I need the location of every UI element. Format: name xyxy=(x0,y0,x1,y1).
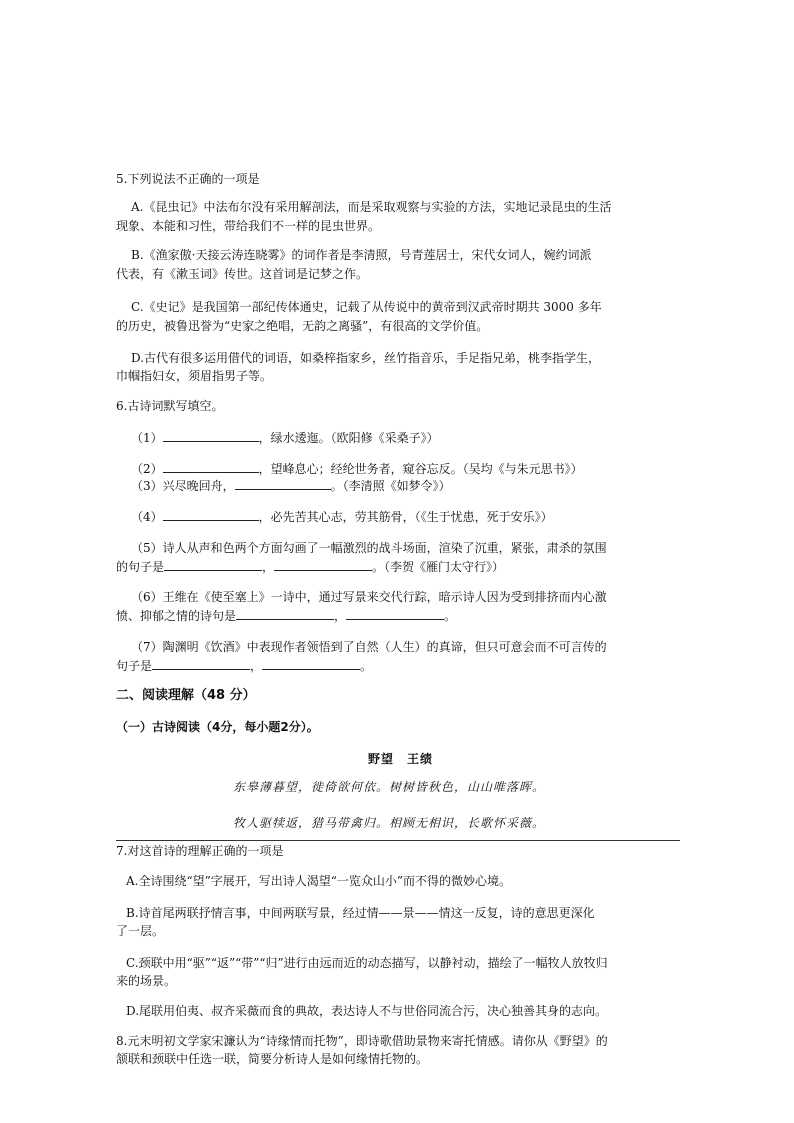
q6-item-3-blank[interactable] xyxy=(235,477,331,490)
section-2-subtitle: （一）古诗阅读（4分，每小题2分）。 xyxy=(116,720,319,734)
q7-option-b-line1: B.诗首尾两联抒情言事，中间两联写景，经过情——景——情这一反复，诗的意思更深化 xyxy=(126,906,595,920)
q5-stem: 5.下列说法不正确的一项是 xyxy=(116,172,260,186)
q5-option-d-line2: 巾帼指妇女，须眉指男子等。 xyxy=(116,369,273,383)
q6-stem: 6.古诗词默写填空。 xyxy=(116,399,224,413)
q6-item-7-sep: ， xyxy=(250,659,263,673)
q7-option-b-line2: 了一层。 xyxy=(116,924,165,938)
q5-option-b-line1: B.《渔家傲·天接云涛连晓雾》的词作者是李清照，号青莲居士，宋代女词人，婉约词派 xyxy=(131,248,592,262)
q6-item-1 xyxy=(131,429,439,446)
poem-divider xyxy=(116,840,680,841)
q6-item-6-line1: （6）王维在《使至塞上》一诗中，通过写景来交代行踪，暗示诗人因为受到排挤而内心激 xyxy=(131,590,607,604)
q6-item-7-blank-2[interactable] xyxy=(262,657,360,670)
q5-option-b-line2: 代表，有《漱玉词》传世。这首词是记梦之作。 xyxy=(116,267,369,281)
q6-item-7-tail: 。 xyxy=(360,659,373,673)
q6-item-6-blank-1[interactable] xyxy=(236,607,334,620)
poem-title: 野望 王绩 xyxy=(368,752,434,766)
q6-item-7-line1: （7）陶渊明《饮酒》中表现作者领悟到了自然（人生）的真谛，但只可意会而不可言传的 xyxy=(131,640,607,654)
q6-item-6-tail: 。 xyxy=(444,609,457,623)
q7-option-c-line2: 来的场景。 xyxy=(116,974,177,988)
q6-item-5-line1: （5）诗人从声和色两个方面勾画了一幅激烈的战斗场面，渲染了沉重，紧张，肃杀的氛围 xyxy=(131,541,607,555)
q6-item-2-tail: ，望峰息心；经纶世务者，窥谷忘反。（吴均《与朱元思书》） xyxy=(258,462,583,476)
q6-item-5-tail: 。（李贺《雁门太守行》） xyxy=(372,560,505,574)
q6-item-3-tail: 。（李清照《如梦令》） xyxy=(330,479,451,493)
q6-item-2 xyxy=(131,460,583,477)
q6-item-5-blank-1[interactable] xyxy=(164,558,262,571)
q6-item-7-blank-1[interactable] xyxy=(152,657,250,670)
q6-item-2-blank[interactable] xyxy=(163,460,259,473)
q6-item-5-blank-2[interactable] xyxy=(274,558,372,571)
q6-item-6-head: 愤、抑郁之情的诗句是 xyxy=(116,609,237,623)
q6-item-6-sep: ， xyxy=(334,609,347,623)
poem-line-2: 牧人驱犊返，猎马带禽归。相顾无相识，长歌怀采薇。 xyxy=(233,816,546,830)
q6-item-5-sep: ， xyxy=(262,560,275,574)
q6-item-1-blank[interactable] xyxy=(163,429,259,442)
q5-option-a-line1: A.《昆虫记》中法布尔没有采用解剖法，而是采取观察与实验的方法，实地记录昆虫的生活 xyxy=(131,200,612,214)
q6-item-6-blank-2[interactable] xyxy=(346,607,444,620)
q5-option-c-line2: 的历史，被鲁迅誉为“史家之绝唱，无韵之离骚”，有很高的文学价值。 xyxy=(116,319,489,333)
q5-option-a-line2: 现象、本能和习性，带给我们不一样的昆虫世界。 xyxy=(116,219,381,233)
q6-item-1-number: （1） xyxy=(131,431,163,445)
section-2-title: 二、阅读理解（48 分） xyxy=(116,688,256,703)
q6-item-7-head: 句子是 xyxy=(116,659,153,673)
q8-stem-line1: 8.元末明初文学家宋濂认为“诗缘情而托物”，即诗歌借助景物来寄托情感。请你从《野望》的 xyxy=(116,1034,608,1048)
q6-item-3-head: （3）兴尽晚回舟， xyxy=(131,479,235,493)
q6-item-4 xyxy=(131,508,553,525)
q7-option-c-line1: C.颈联中用“驱”“返”“带”“归”进行由远而近的动态描写，以静衬动，描绘了一幅牧人放牧归 xyxy=(126,956,608,970)
q6-item-3 xyxy=(131,477,451,494)
q8-stem-line2: 颔联和颈联中任选一联，简要分析诗人是如何缘情托物的。 xyxy=(116,1052,429,1066)
q7-option-d: D.尾联用伯夷、叔齐采薇而食的典故，表达诗人不与世俗同流合污，决心独善其身的志向。 xyxy=(126,1004,608,1018)
poem-line-1: 东皋薄暮望，徙倚欲何依。树树皆秋色，山山唯落晖。 xyxy=(233,780,546,794)
q5-option-d-line1: D.古代有很多运用借代的词语，如桑梓指家乡，丝竹指音乐，手足指兄弟，桃李指学生， xyxy=(131,351,601,365)
q7-option-a: A.全诗围绕“望”字展开，写出诗人渴望“一览众山小”而不得的微妙心境。 xyxy=(126,874,512,888)
q7-stem: 7.对这首诗的理解正确的一项是 xyxy=(116,844,284,858)
q6-item-7-line2 xyxy=(116,657,372,674)
q6-item-6-line2 xyxy=(116,607,456,624)
q6-item-4-blank[interactable] xyxy=(163,508,259,521)
q6-item-5-head: 的句子是 xyxy=(116,560,165,574)
q6-item-1-tail: ，绿水逶迤。（欧阳修《采桑子》） xyxy=(258,431,439,445)
q6-item-4-number: （4） xyxy=(131,510,163,524)
q5-option-c-line1: C.《史记》是我国第一部纪传体通史，记载了从传说中的黄帝到汉武帝时期共 3000 多年 xyxy=(131,300,602,314)
q6-item-4-tail: ，必先苦其心志，劳其筋骨，（《生于忧患，死于安乐》） xyxy=(258,510,553,524)
q6-item-5-line2 xyxy=(116,558,504,575)
q6-item-2-number: （2） xyxy=(131,462,163,476)
